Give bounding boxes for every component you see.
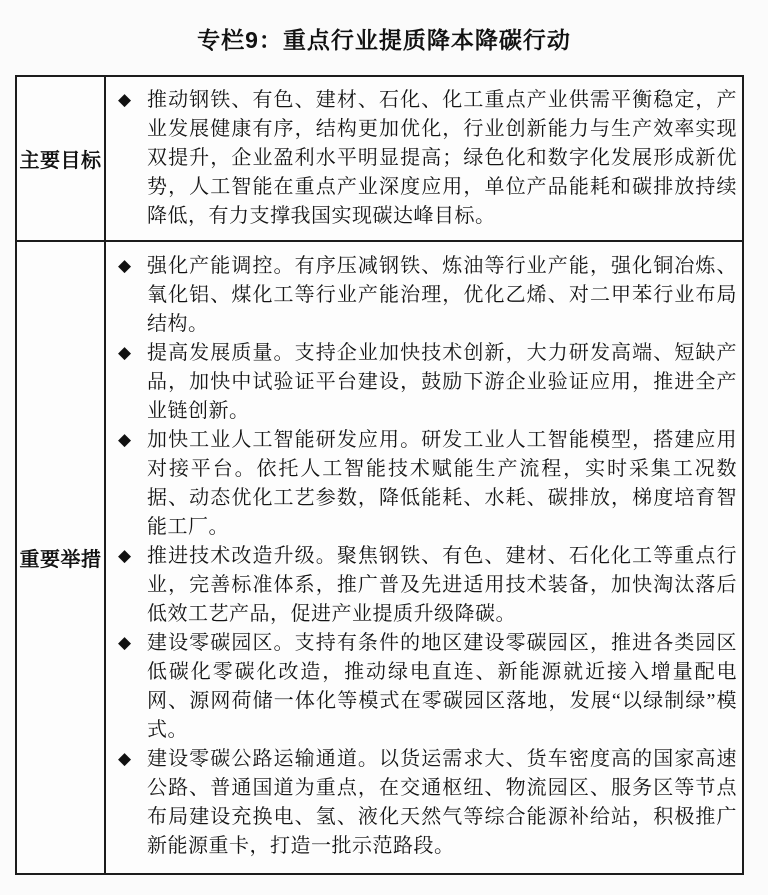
- diamond-bullet-icon: ◆: [118, 256, 132, 276]
- bullet-item: [118, 252, 737, 339]
- row-label-key-measures: 重要举措: [17, 242, 106, 873]
- bullet-item: [118, 745, 737, 861]
- bullet-text: 建设零碳园区。支持有条件的地区建设零碳园区，推进各类园区低碳化零碳化改造，推动绿电直连、新能源就近接入增量配电网、源网荷储一体化等模式在零碳园区落地，发展“以绿制绿”模式。: [147, 632, 737, 741]
- bullet-text: 加快工业人工智能研发应用。研发工业人工智能模型，搭建应用对接平台。依托人工智能技术赋能生产流程，实时采集工况数据、动态优化工艺参数，降低能耗、水耗、碳排放，梯度培育智能工厂。: [147, 429, 737, 538]
- bullet-item: [118, 339, 737, 426]
- bullet-item: [118, 542, 737, 629]
- diamond-bullet-icon: ◆: [118, 430, 132, 450]
- bullet-text: 推进技术改造升级。聚焦钢铁、有色、建材、石化化工等重点行业，完善标准体系，推广普及先进适用技术装备，加快淘汰落后低效工艺产品，促进产业提质升级降碳。: [147, 545, 737, 625]
- bullet-item: [118, 86, 737, 231]
- bullet-text: 强化产能调控。有序压减钢铁、炼油等行业产能，强化铜冶炼、氧化铝、煤化工等行业产能治理，优化乙烯、对二甲苯行业布局结构。: [147, 255, 737, 335]
- policy-box-table: [15, 75, 744, 875]
- bullet-item: [118, 426, 737, 542]
- page-title: 专栏9：重点行业提质降本降碳行动: [197, 27, 571, 53]
- bullet-text: 建设零碳公路运输通道。以货运需求大、货车密度高的国家高速公路、普通国道为重点，在交通枢纽、物流园区、服务区等节点布局建设充换电、氢、液化天然气等综合能源补给站，积极推广新能源重卡，打造一批示范路段。: [147, 748, 737, 857]
- diamond-bullet-icon: ◆: [118, 749, 132, 769]
- key-measures-content: [106, 242, 742, 873]
- bullet-text: 推动钢铁、有色、建材、石化、化工重点产业供需平衡稳定，产业发展健康有序，结构更加优化，行业创新能力与生产效率实现双提升，企业盈利水平明显提高；绿色化和数字化发展形成新优势，人工智能在重点产业深度应用，单位产品能耗和碳排放持续降低，有力支撑我国实现碳达峰目标。: [147, 89, 737, 227]
- diamond-bullet-icon: ◆: [118, 546, 132, 566]
- bullet-text: 提高发展质量。支持企业加快技术创新，大力研发高端、短缺产品，加快中试验证平台建设，鼓励下游企业验证应用，推进全产业链创新。: [147, 342, 737, 422]
- diamond-bullet-icon: ◆: [118, 633, 132, 653]
- document-page: [0, 26, 768, 895]
- main-goals-content: [106, 77, 742, 242]
- diamond-bullet-icon: ◆: [118, 343, 132, 363]
- diamond-bullet-icon: ◆: [118, 90, 132, 110]
- row-label-main-goals: 主要目标: [17, 77, 106, 242]
- bullet-item: [118, 629, 737, 745]
